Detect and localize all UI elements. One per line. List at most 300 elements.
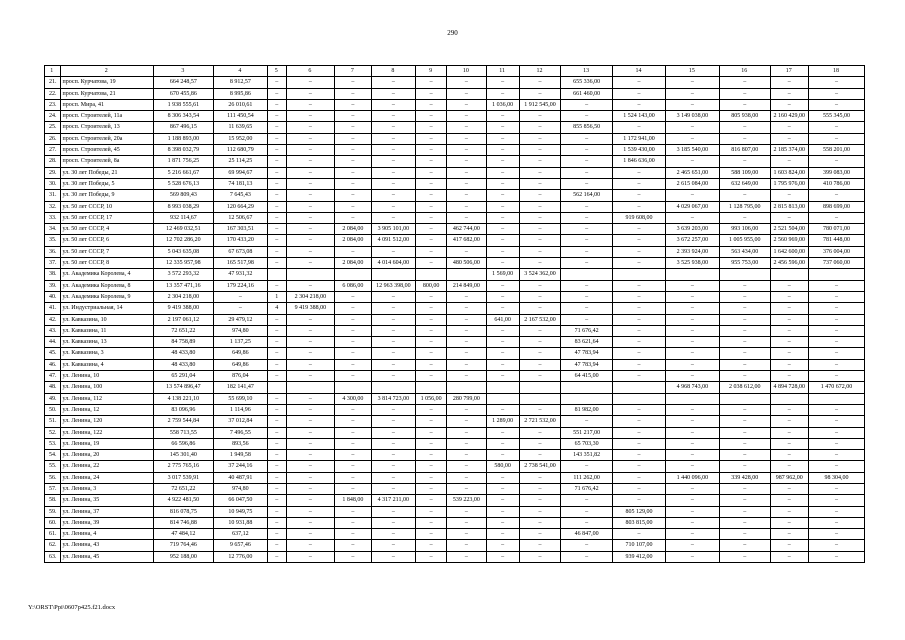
value-cell: – xyxy=(447,438,486,449)
value-cell: – xyxy=(613,348,666,359)
value-cell: – xyxy=(519,495,560,506)
value-cell: – xyxy=(267,393,286,404)
value-cell xyxy=(447,382,486,393)
value-cell: – xyxy=(447,111,486,122)
value-cell: – xyxy=(808,325,864,336)
value-cell: – xyxy=(665,280,719,291)
value-cell: – xyxy=(665,348,719,359)
value-cell: – xyxy=(286,495,335,506)
address-cell: ул. Ленина, 120 xyxy=(60,416,153,427)
value-cell: – xyxy=(286,506,335,517)
value-cell: – xyxy=(416,258,447,269)
value-cell: – xyxy=(613,167,666,178)
value-cell: 3 572 293,32 xyxy=(153,269,213,280)
value-cell: 71 676,42 xyxy=(561,325,613,336)
value-cell: – xyxy=(267,212,286,223)
value-cell: 4 014 604,00 xyxy=(371,258,416,269)
value-cell: 9 657,46 xyxy=(213,540,267,551)
value-cell: 562 164,00 xyxy=(561,190,613,201)
value-cell: – xyxy=(371,122,416,133)
value-cell: – xyxy=(486,438,519,449)
value-cell: 987 962,00 xyxy=(770,472,808,483)
value-cell: – xyxy=(371,246,416,257)
table-row xyxy=(45,325,865,336)
value-cell: – xyxy=(416,156,447,167)
value-cell: 170 433,20 xyxy=(213,235,267,246)
value-cell: – xyxy=(808,540,864,551)
table-row xyxy=(45,77,865,88)
value-cell: – xyxy=(371,201,416,212)
value-cell: 2 304 218,00 xyxy=(153,291,213,302)
value-cell: – xyxy=(447,337,486,348)
value-cell: 1 848,00 xyxy=(335,495,371,506)
table-row xyxy=(45,371,865,382)
row-number-cell: 21. xyxy=(45,77,61,88)
value-cell: 4 029 067,00 xyxy=(665,201,719,212)
value-cell: 670 455,86 xyxy=(153,88,213,99)
value-cell: – xyxy=(719,88,770,99)
value-cell: – xyxy=(613,77,666,88)
value-cell: – xyxy=(286,235,335,246)
value-cell: 1 642 600,00 xyxy=(770,246,808,257)
value-cell: – xyxy=(335,145,371,156)
value-cell: 814 746,88 xyxy=(153,517,213,528)
value-cell xyxy=(561,382,613,393)
value-cell: – xyxy=(335,517,371,528)
value-cell: – xyxy=(665,483,719,494)
value-cell: – xyxy=(808,438,864,449)
table-row xyxy=(45,291,865,302)
value-cell: 2 615 084,00 xyxy=(665,178,719,189)
value-cell: 781 448,00 xyxy=(808,235,864,246)
value-cell: – xyxy=(808,280,864,291)
address-cell: просп. Курчатова, 19 xyxy=(60,77,153,88)
value-cell: – xyxy=(486,359,519,370)
value-cell: – xyxy=(286,77,335,88)
value-cell: – xyxy=(613,371,666,382)
value-cell: – xyxy=(447,167,486,178)
value-cell: – xyxy=(665,416,719,427)
value-cell: – xyxy=(613,224,666,235)
value-cell: – xyxy=(519,371,560,382)
value-cell: – xyxy=(416,178,447,189)
value-cell: 1 440 096,00 xyxy=(665,472,719,483)
value-cell xyxy=(286,269,335,280)
value-cell: 816 807,00 xyxy=(719,145,770,156)
value-cell: – xyxy=(486,348,519,359)
column-number-cell: 17 xyxy=(770,66,808,77)
value-cell: – xyxy=(486,551,519,562)
value-cell: – xyxy=(286,540,335,551)
address-cell: ул. 50 лет СССР, 8 xyxy=(60,258,153,269)
value-cell: – xyxy=(770,88,808,99)
value-cell: – xyxy=(770,551,808,562)
value-cell: 555 345,00 xyxy=(808,111,864,122)
value-cell: – xyxy=(286,156,335,167)
value-cell: – xyxy=(770,450,808,461)
value-cell: – xyxy=(335,201,371,212)
value-cell: – xyxy=(519,404,560,415)
value-cell: – xyxy=(719,190,770,201)
value-cell: – xyxy=(519,145,560,156)
table-row xyxy=(45,269,865,280)
value-cell: – xyxy=(665,77,719,88)
value-cell: – xyxy=(770,280,808,291)
value-cell: – xyxy=(371,438,416,449)
value-cell: – xyxy=(416,404,447,415)
value-cell: – xyxy=(416,540,447,551)
value-cell: 1 524 143,00 xyxy=(613,111,666,122)
value-cell: 1 056,00 xyxy=(416,393,447,404)
value-cell: – xyxy=(486,325,519,336)
row-number-cell: 25. xyxy=(45,122,61,133)
value-cell: 12 702 286,20 xyxy=(153,235,213,246)
value-cell: – xyxy=(808,450,864,461)
value-cell: – xyxy=(486,540,519,551)
value-cell: – xyxy=(665,551,719,562)
column-number-cell: 7 xyxy=(335,66,371,77)
value-cell: 13 574 896,47 xyxy=(153,382,213,393)
value-cell: – xyxy=(267,111,286,122)
value-cell: 112 680,79 xyxy=(213,145,267,156)
value-cell: – xyxy=(371,325,416,336)
value-cell: 12 506,67 xyxy=(213,212,267,223)
value-cell: – xyxy=(286,529,335,540)
value-cell: – xyxy=(519,190,560,201)
value-cell: – xyxy=(335,427,371,438)
value-cell: 280 799,00 xyxy=(447,393,486,404)
value-cell xyxy=(519,393,560,404)
value-cell: 5 216 661,67 xyxy=(153,167,213,178)
value-cell xyxy=(561,393,613,404)
address-cell: просп. Строителей, 11а xyxy=(60,111,153,122)
value-cell: – xyxy=(613,483,666,494)
value-cell: – xyxy=(486,224,519,235)
value-cell: – xyxy=(770,348,808,359)
value-cell: – xyxy=(267,371,286,382)
value-cell: 65 291,04 xyxy=(153,371,213,382)
value-cell: 179 224,16 xyxy=(213,280,267,291)
value-cell: – xyxy=(416,167,447,178)
value-cell: – xyxy=(613,122,666,133)
address-cell: ул. 50 лет СССР, 10 xyxy=(60,201,153,212)
value-cell: – xyxy=(486,450,519,461)
value-cell: – xyxy=(416,246,447,257)
value-cell: – xyxy=(267,551,286,562)
value-cell: – xyxy=(335,178,371,189)
row-number-cell: 49. xyxy=(45,393,61,404)
value-cell: – xyxy=(561,111,613,122)
value-cell: – xyxy=(808,506,864,517)
value-cell: – xyxy=(519,258,560,269)
value-cell: 1 137,25 xyxy=(213,337,267,348)
address-cell: ул. Кавказина, 3 xyxy=(60,348,153,359)
table-row xyxy=(45,337,865,348)
table-row xyxy=(45,348,865,359)
value-cell xyxy=(335,269,371,280)
value-cell: – xyxy=(613,427,666,438)
table-row xyxy=(45,404,865,415)
value-cell: 569 809,43 xyxy=(153,190,213,201)
value-cell: – xyxy=(719,314,770,325)
value-cell: 2 775 765,16 xyxy=(153,461,213,472)
row-number-cell: 61. xyxy=(45,529,61,540)
row-number-cell: 27. xyxy=(45,145,61,156)
value-cell: – xyxy=(486,190,519,201)
value-cell: – xyxy=(486,246,519,257)
value-cell: – xyxy=(447,416,486,427)
value-cell: 867 496,15 xyxy=(153,122,213,133)
value-cell: 40 487,91 xyxy=(213,472,267,483)
address-cell: просп. Строителей, 13 xyxy=(60,122,153,133)
value-cell: – xyxy=(665,427,719,438)
value-cell: – xyxy=(447,212,486,223)
row-number-cell: 50. xyxy=(45,404,61,415)
value-cell: – xyxy=(486,404,519,415)
value-cell: 66 596,86 xyxy=(153,438,213,449)
value-cell: – xyxy=(416,551,447,562)
value-cell: – xyxy=(447,540,486,551)
value-cell: – xyxy=(335,133,371,144)
value-cell: – xyxy=(770,122,808,133)
value-cell: – xyxy=(519,517,560,528)
value-cell: – xyxy=(808,88,864,99)
value-cell: – xyxy=(808,404,864,415)
value-cell: 11 639,65 xyxy=(213,122,267,133)
table-row xyxy=(45,122,865,133)
value-cell: 2 197 061,12 xyxy=(153,314,213,325)
value-cell: – xyxy=(719,303,770,314)
value-cell: 25 114,25 xyxy=(213,156,267,167)
value-cell: 81 982,00 xyxy=(561,404,613,415)
value-cell: – xyxy=(416,145,447,156)
value-cell: – xyxy=(719,427,770,438)
value-cell: – xyxy=(267,472,286,483)
value-cell: – xyxy=(561,517,613,528)
value-cell: – xyxy=(267,77,286,88)
value-cell: – xyxy=(665,438,719,449)
value-cell: 47 931,32 xyxy=(213,269,267,280)
value-cell: 3 185 540,00 xyxy=(665,145,719,156)
value-cell: – xyxy=(519,167,560,178)
value-cell: – xyxy=(808,122,864,133)
value-cell: 8 306 343,54 xyxy=(153,111,213,122)
value-cell xyxy=(267,382,286,393)
value-cell: – xyxy=(371,314,416,325)
table-row xyxy=(45,201,865,212)
value-cell: – xyxy=(719,517,770,528)
table-row xyxy=(45,258,865,269)
row-number-cell: 41. xyxy=(45,303,61,314)
value-cell: – xyxy=(519,201,560,212)
value-cell: – xyxy=(561,246,613,257)
value-cell: – xyxy=(719,325,770,336)
value-cell: – xyxy=(267,280,286,291)
value-cell: 65 703,30 xyxy=(561,438,613,449)
value-cell xyxy=(447,269,486,280)
address-cell: ул. Ленина, 22 xyxy=(60,461,153,472)
value-cell: 1 289,00 xyxy=(486,416,519,427)
value-cell: 2 738 541,00 xyxy=(519,461,560,472)
value-cell: – xyxy=(486,77,519,88)
value-cell: – xyxy=(371,348,416,359)
value-cell: – xyxy=(486,495,519,506)
value-cell: – xyxy=(665,371,719,382)
value-cell: 2 465 651,00 xyxy=(665,167,719,178)
value-cell: 4 xyxy=(267,303,286,314)
address-cell: ул. 50 лет СССР, 7 xyxy=(60,246,153,257)
value-cell: 480 506,00 xyxy=(447,258,486,269)
value-cell: – xyxy=(267,529,286,540)
table-row xyxy=(45,88,865,99)
row-number-cell: 31. xyxy=(45,190,61,201)
value-cell: – xyxy=(665,517,719,528)
value-cell: – xyxy=(286,393,335,404)
value-cell: – xyxy=(416,359,447,370)
file-path-footer: Y:\ORST\Ppi\0607p425.f21.docx xyxy=(28,604,116,611)
value-cell: – xyxy=(416,212,447,223)
value-cell: – xyxy=(519,235,560,246)
value-cell: – xyxy=(267,483,286,494)
value-cell: – xyxy=(335,88,371,99)
value-cell: 2 167 532,00 xyxy=(519,314,560,325)
value-cell: – xyxy=(416,77,447,88)
value-cell: 2 185 374,00 xyxy=(770,145,808,156)
column-number-cell: 13 xyxy=(561,66,613,77)
value-cell: – xyxy=(286,359,335,370)
value-cell: 800,00 xyxy=(416,280,447,291)
value-cell: – xyxy=(561,178,613,189)
value-cell: – xyxy=(719,156,770,167)
value-cell: – xyxy=(286,337,335,348)
value-cell: – xyxy=(665,359,719,370)
value-cell: – xyxy=(808,303,864,314)
value-cell: – xyxy=(267,145,286,156)
value-cell: 1 005 955,00 xyxy=(719,235,770,246)
row-number-cell: 30. xyxy=(45,178,61,189)
value-cell: – xyxy=(286,517,335,528)
value-cell: – xyxy=(416,348,447,359)
value-cell: 710 107,00 xyxy=(613,540,666,551)
address-cell: ул. Ленина, 37 xyxy=(60,506,153,517)
value-cell: – xyxy=(613,258,666,269)
value-cell: – xyxy=(335,483,371,494)
value-cell: – xyxy=(447,178,486,189)
value-cell: – xyxy=(770,190,808,201)
value-cell: – xyxy=(416,438,447,449)
value-cell: 893,56 xyxy=(213,438,267,449)
value-cell: 9 419 388,00 xyxy=(286,303,335,314)
value-cell: – xyxy=(371,212,416,223)
column-number-cell: 9 xyxy=(416,66,447,77)
value-cell: 558 201,00 xyxy=(808,145,864,156)
value-cell: – xyxy=(519,359,560,370)
value-cell: 1 871 756,25 xyxy=(153,156,213,167)
value-cell: – xyxy=(561,416,613,427)
value-cell: – xyxy=(267,246,286,257)
table-row xyxy=(45,540,865,551)
value-cell: – xyxy=(519,427,560,438)
table-row xyxy=(45,393,865,404)
value-cell: – xyxy=(371,371,416,382)
row-number-cell: 24. xyxy=(45,111,61,122)
value-cell: – xyxy=(808,348,864,359)
value-cell: – xyxy=(519,122,560,133)
value-cell: – xyxy=(719,506,770,517)
table-row xyxy=(45,212,865,223)
value-cell: – xyxy=(267,235,286,246)
value-cell: 64 415,00 xyxy=(561,371,613,382)
value-cell: 83 096,96 xyxy=(153,404,213,415)
value-cell: 165 517,98 xyxy=(213,258,267,269)
value-cell: – xyxy=(770,303,808,314)
address-cell: ул. Ленина, 35 xyxy=(60,495,153,506)
table-row xyxy=(45,145,865,156)
row-number-cell: 26. xyxy=(45,133,61,144)
value-cell: 588 109,00 xyxy=(719,167,770,178)
column-number-cell: 5 xyxy=(267,66,286,77)
value-cell: 974,80 xyxy=(213,483,267,494)
value-cell: – xyxy=(808,517,864,528)
value-cell: – xyxy=(770,325,808,336)
value-cell: – xyxy=(447,472,486,483)
value-cell: – xyxy=(770,99,808,110)
value-cell: – xyxy=(416,303,447,314)
value-cell: 664 248,57 xyxy=(153,77,213,88)
value-cell: – xyxy=(486,258,519,269)
value-cell: – xyxy=(335,404,371,415)
value-cell: – xyxy=(335,472,371,483)
value-cell: – xyxy=(286,246,335,257)
value-cell: – xyxy=(719,280,770,291)
value-cell: – xyxy=(719,551,770,562)
value-cell: – xyxy=(561,461,613,472)
value-cell xyxy=(416,269,447,280)
value-cell xyxy=(665,269,719,280)
value-cell: – xyxy=(447,404,486,415)
value-cell: – xyxy=(561,201,613,212)
value-cell: – xyxy=(267,438,286,449)
value-cell: 47 783,94 xyxy=(561,359,613,370)
value-cell: 3 149 038,00 xyxy=(665,111,719,122)
address-cell: ул. Ленина, 24 xyxy=(60,472,153,483)
value-cell: – xyxy=(335,190,371,201)
column-number-cell: 3 xyxy=(153,66,213,77)
value-cell: – xyxy=(286,111,335,122)
value-cell: – xyxy=(613,404,666,415)
value-cell: – xyxy=(770,416,808,427)
value-cell: – xyxy=(486,517,519,528)
value-cell: – xyxy=(561,156,613,167)
value-cell: 805 129,00 xyxy=(613,506,666,517)
value-cell: – xyxy=(416,427,447,438)
value-cell: – xyxy=(486,201,519,212)
column-number-cell: 14 xyxy=(613,66,666,77)
value-cell: 580,00 xyxy=(486,461,519,472)
value-cell: – xyxy=(371,156,416,167)
value-cell: – xyxy=(770,291,808,302)
value-cell: – xyxy=(286,258,335,269)
value-cell: 898 699,00 xyxy=(808,201,864,212)
value-cell xyxy=(770,269,808,280)
value-cell: – xyxy=(665,506,719,517)
address-cell: ул. Ленина, 12 xyxy=(60,404,153,415)
value-cell xyxy=(371,269,416,280)
value-cell: – xyxy=(519,88,560,99)
value-cell: 1 949,58 xyxy=(213,450,267,461)
value-cell: – xyxy=(335,461,371,472)
row-number-cell: 56. xyxy=(45,472,61,483)
